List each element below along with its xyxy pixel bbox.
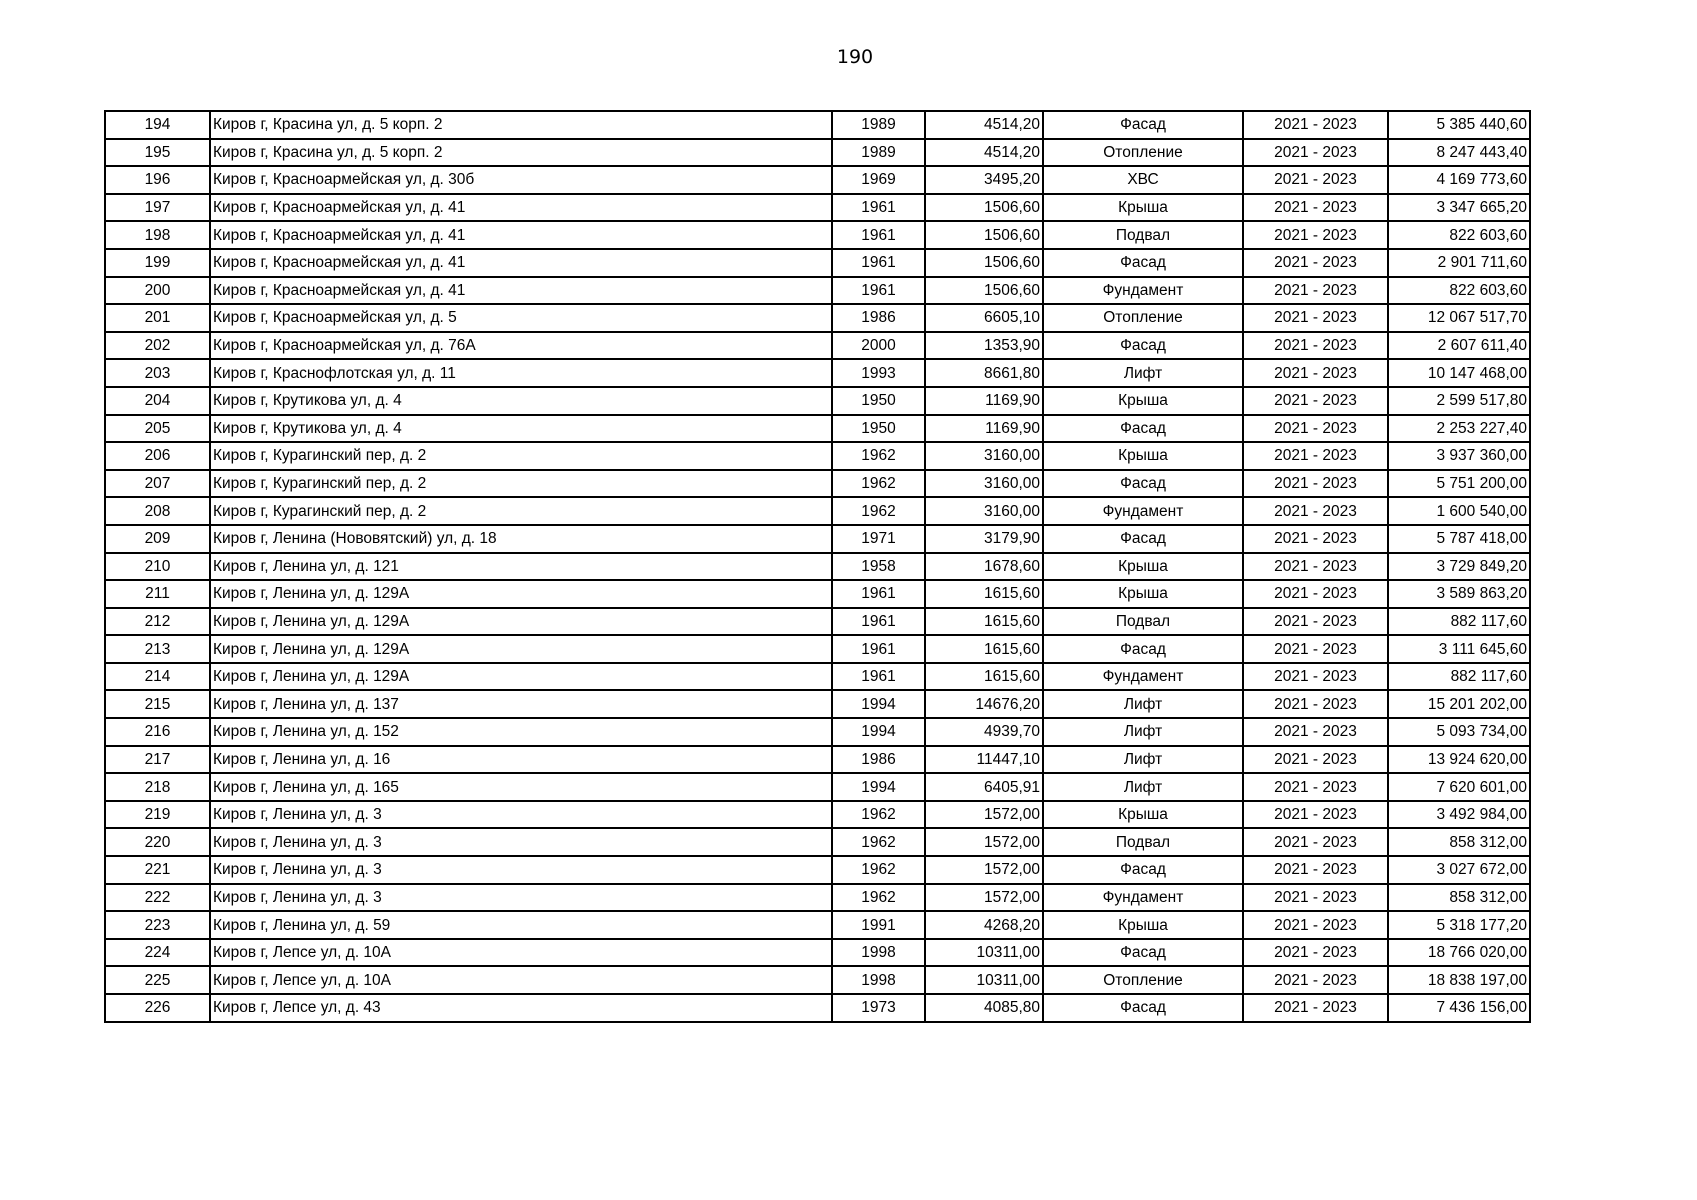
work-type-cell: Крыша: [1043, 553, 1243, 581]
cost-cell: 5 318 177,20: [1388, 911, 1530, 939]
period-cell: 2021 - 2023: [1243, 304, 1388, 332]
cost-cell: 2 253 227,40: [1388, 415, 1530, 443]
year-cell: 1989: [832, 111, 925, 139]
work-type-cell: Фасад: [1043, 415, 1243, 443]
table-row: [105, 801, 1530, 829]
table-row: [105, 470, 1530, 498]
area-cell: 10311,00: [925, 939, 1043, 967]
cost-cell: 5 751 200,00: [1388, 470, 1530, 498]
year-cell: 1961: [832, 277, 925, 305]
area-cell: 3179,90: [925, 525, 1043, 553]
work-type-cell: Фасад: [1043, 635, 1243, 663]
cost-cell: 858 312,00: [1388, 884, 1530, 912]
address-cell: Киров г, Ленина ул, д. 3: [210, 828, 832, 856]
row-number-cell: 202: [105, 332, 210, 360]
work-type-cell: Фундамент: [1043, 663, 1243, 691]
work-type-cell: Крыша: [1043, 580, 1243, 608]
cost-cell: 18 838 197,00: [1388, 966, 1530, 994]
area-cell: 8661,80: [925, 359, 1043, 387]
cost-cell: 7 620 601,00: [1388, 773, 1530, 801]
area-cell: 4085,80: [925, 994, 1043, 1022]
row-number-cell: 210: [105, 553, 210, 581]
row-number-cell: 198: [105, 221, 210, 249]
area-cell: 1572,00: [925, 856, 1043, 884]
work-type-cell: Подвал: [1043, 828, 1243, 856]
area-cell: 3160,00: [925, 442, 1043, 470]
period-cell: 2021 - 2023: [1243, 415, 1388, 443]
area-cell: 4514,20: [925, 139, 1043, 167]
year-cell: 1961: [832, 580, 925, 608]
row-number-cell: 207: [105, 470, 210, 498]
cost-cell: 3 111 645,60: [1388, 635, 1530, 663]
table-row: [105, 249, 1530, 277]
cost-cell: 5 093 734,00: [1388, 718, 1530, 746]
address-cell: Киров г, Ленина ул, д. 165: [210, 773, 832, 801]
work-type-cell: Подвал: [1043, 608, 1243, 636]
address-cell: Киров г, Краснофлотская ул, д. 11: [210, 359, 832, 387]
year-cell: 1962: [832, 497, 925, 525]
address-cell: Киров г, Красноармейская ул, д. 41: [210, 249, 832, 277]
row-number-cell: 223: [105, 911, 210, 939]
work-type-cell: Лифт: [1043, 746, 1243, 774]
year-cell: 1969: [832, 166, 925, 194]
cost-cell: 13 924 620,00: [1388, 746, 1530, 774]
year-cell: 1971: [832, 525, 925, 553]
cost-cell: 8 247 443,40: [1388, 139, 1530, 167]
table-row: [105, 856, 1530, 884]
row-number-cell: 197: [105, 194, 210, 222]
area-cell: 6405,91: [925, 773, 1043, 801]
period-cell: 2021 - 2023: [1243, 801, 1388, 829]
address-cell: Киров г, Лепсе ул, д. 10А: [210, 966, 832, 994]
work-type-cell: Фасад: [1043, 470, 1243, 498]
period-cell: 2021 - 2023: [1243, 663, 1388, 691]
work-type-cell: Фасад: [1043, 994, 1243, 1022]
period-cell: 2021 - 2023: [1243, 194, 1388, 222]
period-cell: 2021 - 2023: [1243, 111, 1388, 139]
table-row: [105, 304, 1530, 332]
period-cell: 2021 - 2023: [1243, 994, 1388, 1022]
cost-cell: 2 599 517,80: [1388, 387, 1530, 415]
year-cell: 1998: [832, 966, 925, 994]
year-cell: 1986: [832, 746, 925, 774]
area-cell: 1572,00: [925, 801, 1043, 829]
address-cell: Киров г, Красноармейская ул, д. 5: [210, 304, 832, 332]
work-type-cell: Крыша: [1043, 387, 1243, 415]
table-row: [105, 773, 1530, 801]
year-cell: 1962: [832, 442, 925, 470]
cost-cell: 7 436 156,00: [1388, 994, 1530, 1022]
area-cell: 1615,60: [925, 580, 1043, 608]
year-cell: 2000: [832, 332, 925, 360]
work-type-cell: Крыша: [1043, 194, 1243, 222]
table-row: [105, 332, 1530, 360]
period-cell: 2021 - 2023: [1243, 249, 1388, 277]
period-cell: 2021 - 2023: [1243, 966, 1388, 994]
address-cell: Киров г, Ленина ул, д. 16: [210, 746, 832, 774]
period-cell: 2021 - 2023: [1243, 635, 1388, 663]
area-cell: 1615,60: [925, 635, 1043, 663]
table-row: [105, 359, 1530, 387]
table-body: [105, 111, 1530, 1022]
row-number-cell: 209: [105, 525, 210, 553]
row-number-cell: 219: [105, 801, 210, 829]
year-cell: 1998: [832, 939, 925, 967]
address-cell: Киров г, Лепсе ул, д. 43: [210, 994, 832, 1022]
row-number-cell: 216: [105, 718, 210, 746]
area-cell: 1506,60: [925, 277, 1043, 305]
cost-cell: 3 347 665,20: [1388, 194, 1530, 222]
address-cell: Киров г, Ленина ул, д. 3: [210, 801, 832, 829]
work-type-cell: Лифт: [1043, 690, 1243, 718]
row-number-cell: 212: [105, 608, 210, 636]
table-row: [105, 442, 1530, 470]
area-cell: 4939,70: [925, 718, 1043, 746]
table-row: [105, 966, 1530, 994]
area-cell: 1506,60: [925, 249, 1043, 277]
year-cell: 1986: [832, 304, 925, 332]
address-cell: Киров г, Ленина ул, д. 121: [210, 553, 832, 581]
table-row: [105, 939, 1530, 967]
page-number: 190: [836, 46, 874, 68]
period-cell: 2021 - 2023: [1243, 387, 1388, 415]
table-row: [105, 415, 1530, 443]
address-cell: Киров г, Лепсе ул, д. 10А: [210, 939, 832, 967]
address-cell: Киров г, Красноармейская ул, д. 76А: [210, 332, 832, 360]
row-number-cell: 199: [105, 249, 210, 277]
row-number-cell: 226: [105, 994, 210, 1022]
year-cell: 1993: [832, 359, 925, 387]
cost-cell: 3 729 849,20: [1388, 553, 1530, 581]
work-type-cell: Фасад: [1043, 332, 1243, 360]
year-cell: 1994: [832, 773, 925, 801]
address-cell: Киров г, Красноармейская ул, д. 41: [210, 194, 832, 222]
row-number-cell: 222: [105, 884, 210, 912]
table-row: [105, 139, 1530, 167]
year-cell: 1961: [832, 608, 925, 636]
work-type-cell: Лифт: [1043, 718, 1243, 746]
table-row: [105, 663, 1530, 691]
table-row: [105, 194, 1530, 222]
year-cell: 1962: [832, 470, 925, 498]
period-cell: 2021 - 2023: [1243, 746, 1388, 774]
period-cell: 2021 - 2023: [1243, 718, 1388, 746]
address-cell: Киров г, Ленина ул, д. 129А: [210, 635, 832, 663]
period-cell: 2021 - 2023: [1243, 856, 1388, 884]
cost-cell: 3 492 984,00: [1388, 801, 1530, 829]
work-type-cell: Лифт: [1043, 359, 1243, 387]
row-number-cell: 225: [105, 966, 210, 994]
year-cell: 1973: [832, 994, 925, 1022]
area-cell: 1678,60: [925, 553, 1043, 581]
address-cell: Киров г, Курагинский пер, д. 2: [210, 442, 832, 470]
address-cell: Киров г, Красноармейская ул, д. 30б: [210, 166, 832, 194]
work-type-cell: Фундамент: [1043, 497, 1243, 525]
period-cell: 2021 - 2023: [1243, 884, 1388, 912]
cost-cell: 2 607 611,40: [1388, 332, 1530, 360]
work-type-cell: Отопление: [1043, 139, 1243, 167]
period-cell: 2021 - 2023: [1243, 332, 1388, 360]
address-cell: Киров г, Красина ул, д. 5 корп. 2: [210, 139, 832, 167]
year-cell: 1962: [832, 856, 925, 884]
table-row: [105, 387, 1530, 415]
period-cell: 2021 - 2023: [1243, 553, 1388, 581]
cost-cell: 882 117,60: [1388, 608, 1530, 636]
address-cell: Киров г, Курагинский пер, д. 2: [210, 470, 832, 498]
address-cell: Киров г, Красноармейская ул, д. 41: [210, 221, 832, 249]
work-type-cell: Фундамент: [1043, 884, 1243, 912]
year-cell: 1961: [832, 221, 925, 249]
period-cell: 2021 - 2023: [1243, 497, 1388, 525]
work-type-cell: Фасад: [1043, 111, 1243, 139]
work-type-cell: Отопление: [1043, 304, 1243, 332]
row-number-cell: 200: [105, 277, 210, 305]
period-cell: 2021 - 2023: [1243, 690, 1388, 718]
address-cell: Киров г, Красноармейская ул, д. 41: [210, 277, 832, 305]
address-cell: Киров г, Ленина ул, д. 3: [210, 856, 832, 884]
year-cell: 1961: [832, 663, 925, 691]
row-number-cell: 213: [105, 635, 210, 663]
cost-cell: 10 147 468,00: [1388, 359, 1530, 387]
table-row: [105, 911, 1530, 939]
period-cell: 2021 - 2023: [1243, 580, 1388, 608]
row-number-cell: 196: [105, 166, 210, 194]
area-cell: 6605,10: [925, 304, 1043, 332]
table-row: [105, 111, 1530, 139]
period-cell: 2021 - 2023: [1243, 442, 1388, 470]
row-number-cell: 204: [105, 387, 210, 415]
table-row: [105, 635, 1530, 663]
table-row: [105, 166, 1530, 194]
period-cell: 2021 - 2023: [1243, 359, 1388, 387]
year-cell: 1961: [832, 249, 925, 277]
address-cell: Киров г, Ленина ул, д. 3: [210, 884, 832, 912]
cost-cell: 858 312,00: [1388, 828, 1530, 856]
year-cell: 1962: [832, 801, 925, 829]
work-type-cell: Фасад: [1043, 249, 1243, 277]
year-cell: 1962: [832, 828, 925, 856]
cost-cell: 3 027 672,00: [1388, 856, 1530, 884]
year-cell: 1994: [832, 718, 925, 746]
row-number-cell: 220: [105, 828, 210, 856]
cost-cell: 5 787 418,00: [1388, 525, 1530, 553]
cost-cell: 822 603,60: [1388, 221, 1530, 249]
period-cell: 2021 - 2023: [1243, 608, 1388, 636]
address-cell: Киров г, Крутикова ул, д. 4: [210, 387, 832, 415]
row-number-cell: 221: [105, 856, 210, 884]
cost-cell: 12 067 517,70: [1388, 304, 1530, 332]
repair-schedule-table: [104, 110, 1531, 1023]
area-cell: 1353,90: [925, 332, 1043, 360]
area-cell: 10311,00: [925, 966, 1043, 994]
table-row: [105, 608, 1530, 636]
table-row: [105, 828, 1530, 856]
period-cell: 2021 - 2023: [1243, 470, 1388, 498]
table-row: [105, 718, 1530, 746]
work-type-cell: Лифт: [1043, 773, 1243, 801]
cost-cell: 4 169 773,60: [1388, 166, 1530, 194]
year-cell: 1989: [832, 139, 925, 167]
table-row: [105, 690, 1530, 718]
year-cell: 1994: [832, 690, 925, 718]
cost-cell: 822 603,60: [1388, 277, 1530, 305]
area-cell: 1615,60: [925, 663, 1043, 691]
period-cell: 2021 - 2023: [1243, 166, 1388, 194]
cost-cell: 3 589 863,20: [1388, 580, 1530, 608]
table-row: [105, 553, 1530, 581]
address-cell: Киров г, Ленина ул, д. 152: [210, 718, 832, 746]
year-cell: 1958: [832, 553, 925, 581]
year-cell: 1961: [832, 194, 925, 222]
address-cell: Киров г, Ленина ул, д. 129А: [210, 580, 832, 608]
area-cell: 11447,10: [925, 746, 1043, 774]
cost-cell: 1 600 540,00: [1388, 497, 1530, 525]
table-row: [105, 497, 1530, 525]
row-number-cell: 201: [105, 304, 210, 332]
address-cell: Киров г, Курагинский пер, д. 2: [210, 497, 832, 525]
work-type-cell: Фасад: [1043, 939, 1243, 967]
table-row: [105, 746, 1530, 774]
area-cell: 3160,00: [925, 470, 1043, 498]
work-type-cell: Фундамент: [1043, 277, 1243, 305]
period-cell: 2021 - 2023: [1243, 773, 1388, 801]
period-cell: 2021 - 2023: [1243, 525, 1388, 553]
area-cell: 3495,20: [925, 166, 1043, 194]
area-cell: 1572,00: [925, 884, 1043, 912]
table-row: [105, 580, 1530, 608]
address-cell: Киров г, Ленина ул, д. 137: [210, 690, 832, 718]
work-type-cell: ХВС: [1043, 166, 1243, 194]
area-cell: 3160,00: [925, 497, 1043, 525]
area-cell: 1169,90: [925, 387, 1043, 415]
row-number-cell: 224: [105, 939, 210, 967]
row-number-cell: 194: [105, 111, 210, 139]
year-cell: 1950: [832, 387, 925, 415]
row-number-cell: 205: [105, 415, 210, 443]
row-number-cell: 195: [105, 139, 210, 167]
cost-cell: 3 937 360,00: [1388, 442, 1530, 470]
address-cell: Киров г, Ленина ул, д. 59: [210, 911, 832, 939]
period-cell: 2021 - 2023: [1243, 221, 1388, 249]
work-type-cell: Крыша: [1043, 801, 1243, 829]
address-cell: Киров г, Крутикова ул, д. 4: [210, 415, 832, 443]
row-number-cell: 215: [105, 690, 210, 718]
table-row: [105, 884, 1530, 912]
row-number-cell: 214: [105, 663, 210, 691]
area-cell: 1615,60: [925, 608, 1043, 636]
area-cell: 4514,20: [925, 111, 1043, 139]
period-cell: 2021 - 2023: [1243, 828, 1388, 856]
period-cell: 2021 - 2023: [1243, 139, 1388, 167]
area-cell: 1506,60: [925, 221, 1043, 249]
row-number-cell: 208: [105, 497, 210, 525]
table-row: [105, 994, 1530, 1022]
cost-cell: 15 201 202,00: [1388, 690, 1530, 718]
period-cell: 2021 - 2023: [1243, 911, 1388, 939]
cost-cell: 882 117,60: [1388, 663, 1530, 691]
year-cell: 1950: [832, 415, 925, 443]
area-cell: 1506,60: [925, 194, 1043, 222]
table-row: [105, 221, 1530, 249]
cost-cell: 5 385 440,60: [1388, 111, 1530, 139]
work-type-cell: Крыша: [1043, 911, 1243, 939]
row-number-cell: 206: [105, 442, 210, 470]
cost-cell: 2 901 711,60: [1388, 249, 1530, 277]
year-cell: 1961: [832, 635, 925, 663]
period-cell: 2021 - 2023: [1243, 939, 1388, 967]
row-number-cell: 203: [105, 359, 210, 387]
area-cell: 1169,90: [925, 415, 1043, 443]
address-cell: Киров г, Ленина (Нововятский) ул, д. 18: [210, 525, 832, 553]
work-type-cell: Крыша: [1043, 442, 1243, 470]
period-cell: 2021 - 2023: [1243, 277, 1388, 305]
area-cell: 4268,20: [925, 911, 1043, 939]
work-type-cell: Фасад: [1043, 856, 1243, 884]
year-cell: 1962: [832, 884, 925, 912]
table-row: [105, 277, 1530, 305]
table-row: [105, 525, 1530, 553]
area-cell: 14676,20: [925, 690, 1043, 718]
address-cell: Киров г, Ленина ул, д. 129А: [210, 663, 832, 691]
year-cell: 1991: [832, 911, 925, 939]
row-number-cell: 217: [105, 746, 210, 774]
cost-cell: 18 766 020,00: [1388, 939, 1530, 967]
address-cell: Киров г, Ленина ул, д. 129А: [210, 608, 832, 636]
work-type-cell: Подвал: [1043, 221, 1243, 249]
row-number-cell: 218: [105, 773, 210, 801]
address-cell: Киров г, Красина ул, д. 5 корп. 2: [210, 111, 832, 139]
area-cell: 1572,00: [925, 828, 1043, 856]
row-number-cell: 211: [105, 580, 210, 608]
work-type-cell: Отопление: [1043, 966, 1243, 994]
work-type-cell: Фасад: [1043, 525, 1243, 553]
